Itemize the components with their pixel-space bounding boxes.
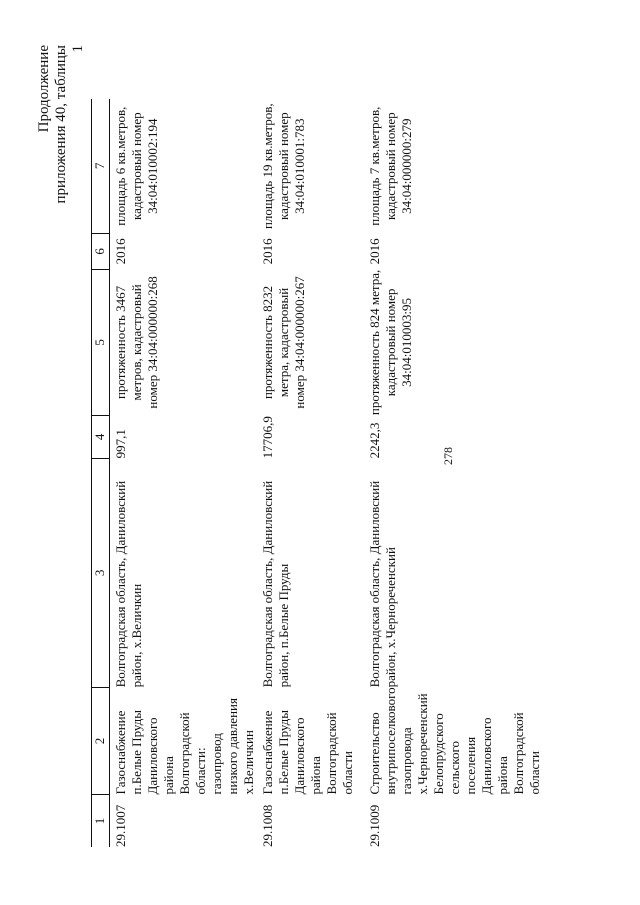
object-year: 2016 [260, 238, 275, 265]
object-amount: 2242,3 [367, 422, 382, 459]
table-row [110, 99, 258, 847]
row-code: 29.1007 [113, 804, 128, 847]
column-header-7: 7 [92, 99, 110, 234]
column-header-3: 3 [92, 458, 110, 687]
column-header-4: 4 [92, 415, 110, 458]
object-amount: 17706,9 [260, 416, 275, 459]
object-amount: 997,1 [113, 429, 128, 459]
land-plot-info: площадь 19 кв.метров, кадастровый номер 34:04:010001:783 [260, 103, 307, 230]
row-code: 29.1009 [367, 804, 382, 847]
continuation-heading: Продолжение приложения 40, таблицы 1 [36, 45, 86, 204]
page-number: 278 [441, 447, 455, 465]
data-table [91, 99, 543, 847]
column-header-6: 6 [92, 233, 110, 269]
row-code: 29.1008 [260, 804, 275, 847]
land-plot-info: площадь 7 кв.метров, кадастровый номер 34:04:000000:279 [367, 106, 414, 226]
column-header-5: 5 [92, 269, 110, 415]
object-location: Волгоградская область, Даниловский район, п.Белые Пруды [260, 480, 291, 688]
object-location: Волгоградская область, Даниловский район, х.Величкин [113, 480, 144, 688]
object-name: Газоснабжение п.Белые Пруды Даниловского района Волгоградской области: газопровод низкого давления х.Величкин [113, 698, 256, 795]
column-header-1: 1 [92, 795, 110, 848]
object-characteristics: протяженность 8232 метра, кадастровый номер 34:04:000000:267 [260, 276, 307, 409]
object-characteristics: протяженность 824 метра, кадастровый номер 34:04:010003:95 [367, 269, 414, 416]
object-year: 2016 [367, 238, 382, 265]
land-plot-info: площадь 6 кв.метров, кадастровый номер 34:04:010002:194 [113, 106, 160, 226]
object-year: 2016 [113, 238, 128, 265]
table-header [92, 99, 110, 847]
table-row [364, 99, 543, 847]
object-name: Газоснабжение п.Белые Пруды Даниловского района Волгоградской области [260, 710, 355, 795]
table-row [257, 99, 364, 847]
object-characteristics: протяженность 3467 метров, кадастровый номер 34:04:000000:268 [113, 276, 160, 409]
object-location: Волгоградская область, Даниловский район, х.Чернореченский [367, 480, 398, 688]
column-header-2: 2 [92, 687, 110, 794]
object-name: Строительство внутрипоселкового газопровода х.Чернореченский Белопрудского сельского поселения Даниловского района Волгоградской области [367, 687, 542, 795]
